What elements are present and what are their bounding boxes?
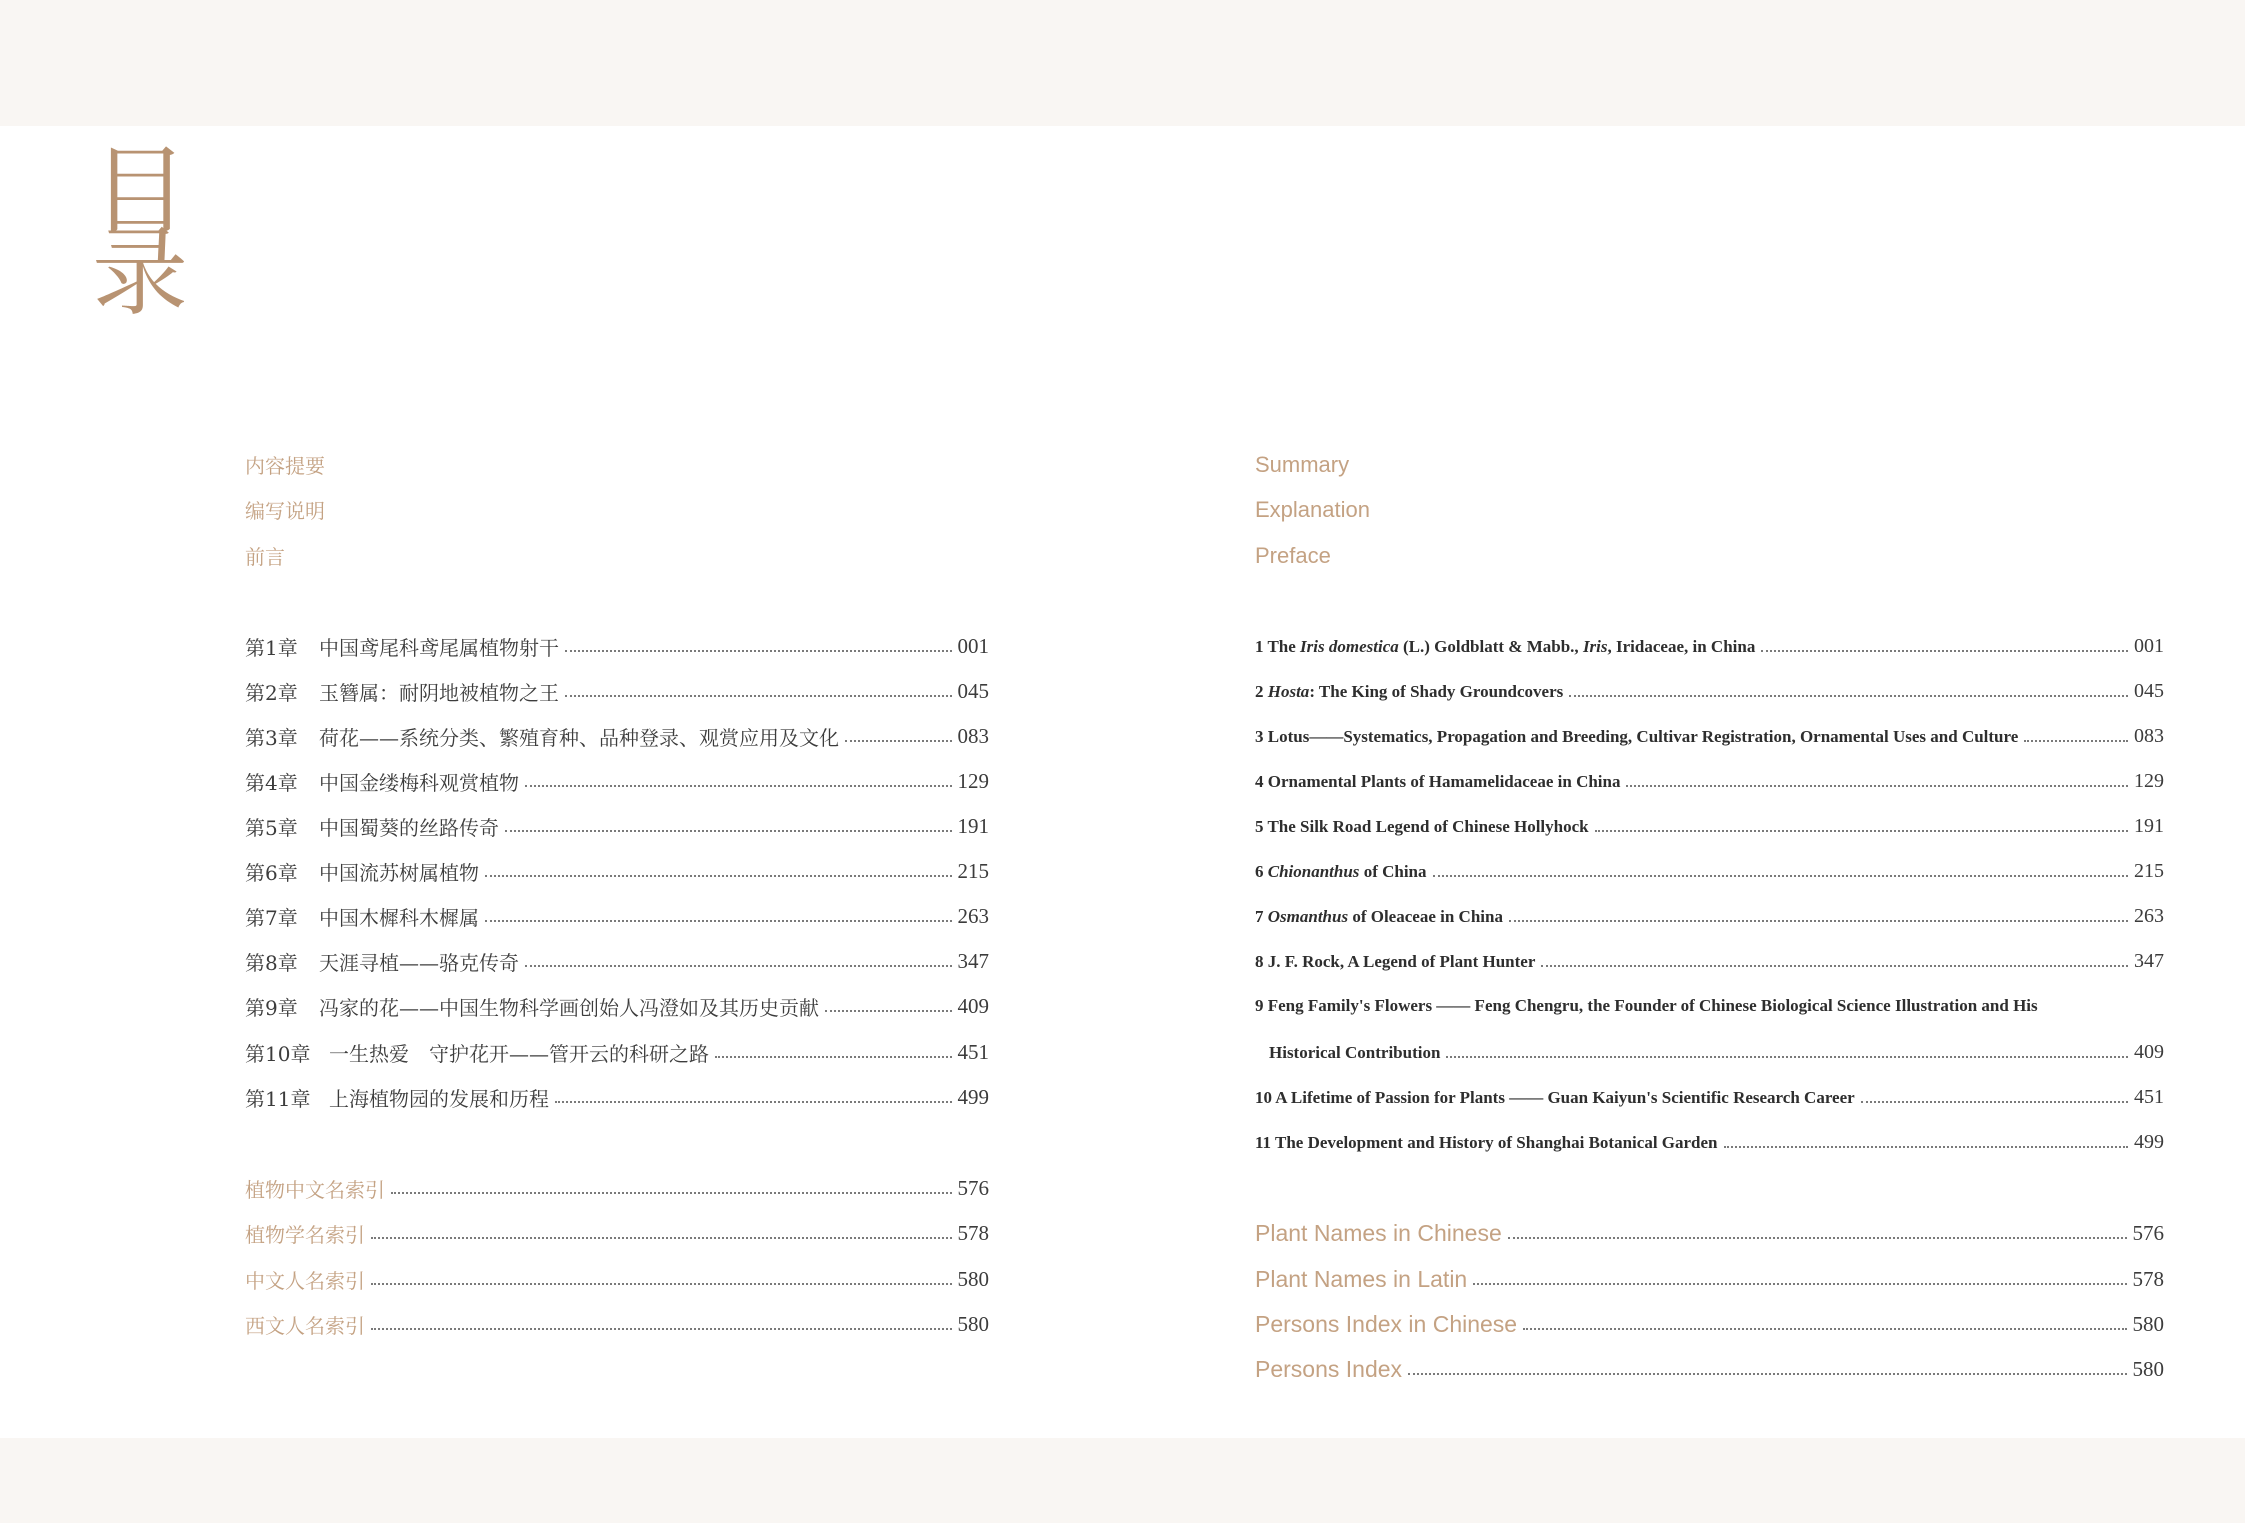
chapter-number: 第8章 [245, 951, 298, 975]
dot-leader [485, 875, 952, 877]
toc-entry-cn-11[interactable] [245, 1075, 989, 1120]
page-number: 001 [957, 634, 989, 658]
page-number: 215 [2134, 860, 2164, 882]
chapter-title: 中国金缕梅科观赏植物 [319, 771, 519, 795]
toc-entry-en-9-line1[interactable] [1255, 983, 2164, 1028]
page-number: 409 [2134, 1041, 2164, 1063]
dot-leader [565, 650, 952, 652]
page-number: 045 [957, 679, 989, 703]
dot-leader [845, 740, 952, 742]
toc-entry-cn-2[interactable] [245, 669, 989, 714]
toc-entry-en-8[interactable] [1255, 939, 2164, 984]
page-number: 083 [2134, 725, 2164, 747]
toc-index-cn-3[interactable] [245, 1257, 989, 1302]
chapter-title: 1 The Iris domestica (L.) Goldblatt & Mabb., Iris, Iridaceae, in China [1255, 636, 1756, 656]
page-number: 263 [2134, 905, 2164, 927]
chapter-number: 第4章 [245, 771, 298, 795]
toc-link-explanation[interactable]: Explanation [1255, 496, 1370, 522]
dot-leader [371, 1283, 952, 1285]
dot-leader [525, 965, 952, 967]
chapter-title: 中国流苏树属植物 [319, 861, 479, 885]
page-number: 409 [957, 994, 989, 1018]
index-title: 植物学名索引 [245, 1223, 365, 1247]
index-title: 西文人名索引 [245, 1314, 365, 1338]
toc-link-summary-cn[interactable]: 内容提要 [245, 454, 325, 478]
chapter-title: 中国鸢尾科鸢尾属植物射干 [319, 636, 559, 660]
chapter-title: 天涯寻植——骆克传奇 [319, 951, 519, 975]
page-number: 129 [2134, 770, 2164, 792]
dot-leader [1861, 1101, 2128, 1103]
chapter-title: 9 Feng Family's Flowers —— Feng Chengru, the Founder of Chinese Biological Science Illustration and His [1255, 995, 2038, 1015]
dot-leader [555, 1101, 952, 1103]
toc-link-summary[interactable]: Summary [1255, 451, 1350, 477]
toc-entry-cn-8[interactable] [245, 939, 989, 984]
page-number: 499 [2134, 1131, 2164, 1153]
title-char-2: 录 [92, 217, 188, 329]
page-number: 580 [957, 1267, 989, 1291]
toc-entry-en-9-line2[interactable] [1255, 1030, 2164, 1075]
toc-entry-en-1[interactable] [1255, 624, 2164, 669]
toc-index-en-4[interactable] [1255, 1347, 2164, 1392]
toc-entry-en-6[interactable] [1255, 849, 2164, 894]
page-title [92, 135, 212, 329]
toc-entry-en-5[interactable] [1255, 804, 2164, 849]
page-number: 191 [957, 814, 989, 838]
toc-entry-cn-7[interactable] [245, 894, 989, 939]
dot-leader [1473, 1283, 2126, 1285]
dot-leader [371, 1328, 952, 1330]
chapter-title: 8 J. F. Rock, A Legend of Plant Hunter [1255, 951, 1536, 971]
dot-leader [1508, 1237, 2127, 1239]
toc-entry-cn-6[interactable] [245, 849, 989, 894]
toc-entry-en-10[interactable] [1255, 1075, 2164, 1120]
dot-leader [1761, 650, 2128, 652]
chapter-number: 第5章 [245, 816, 298, 840]
dot-leader [825, 1010, 952, 1012]
dot-leader [1408, 1373, 2126, 1375]
chapter-title: 7 Osmanthus of Oleaceae in China [1255, 906, 1503, 926]
toc-index-cn-2[interactable] [245, 1211, 989, 1256]
toc-index-en-3[interactable] [1255, 1302, 2164, 1347]
toc-entry-en-3[interactable] [1255, 714, 2164, 759]
page-number: 215 [957, 859, 989, 883]
toc-entry-en-7[interactable] [1255, 894, 2164, 939]
page-number: 580 [2132, 1357, 2164, 1381]
dot-leader [1523, 1328, 2126, 1330]
toc-index-cn-1[interactable] [245, 1166, 989, 1211]
chapter-title: 10 A Lifetime of Passion for Plants —— Guan Kaiyun's Scientific Research Career [1255, 1087, 1855, 1107]
page-number: 576 [2132, 1221, 2164, 1245]
chapter-number: 第3章 [245, 726, 298, 750]
chapter-title: 2 Hosta: The King of Shady Groundcovers [1255, 681, 1564, 701]
chapter-number: 第9章 [245, 996, 298, 1020]
dot-leader [371, 1237, 952, 1239]
dot-leader [1446, 1056, 2128, 1058]
toc-entry-en-4[interactable] [1255, 759, 2164, 804]
chapter-title: 4 Ornamental Plants of Hamamelidaceae in China [1255, 771, 1621, 791]
toc-entry-cn-4[interactable] [245, 759, 989, 804]
chapter-title: 11 The Development and History of Shanghai Botanical Garden [1255, 1132, 1718, 1152]
page-number: 499 [957, 1085, 989, 1109]
chapter-number: 第2章 [245, 681, 298, 705]
index-title: 中文人名索引 [245, 1269, 365, 1293]
index-title: Persons Index [1255, 1356, 1403, 1382]
page-number: 578 [957, 1221, 989, 1245]
chapter-title: 中国蜀葵的丝路传奇 [319, 816, 499, 840]
toc-entry-cn-9[interactable] [245, 984, 989, 1029]
page-number: 191 [2134, 815, 2164, 837]
toc-link-explanation-cn[interactable]: 编写说明 [245, 499, 325, 523]
chapter-number: 第10章 [245, 1042, 311, 1066]
page-number: 045 [2134, 680, 2164, 702]
page-number: 578 [2132, 1267, 2164, 1291]
dot-leader [505, 830, 952, 832]
chapter-title: 冯家的花——中国生物科学画创始人冯澄如及其历史贡献 [319, 996, 819, 1020]
index-title: 植物中文名索引 [245, 1178, 385, 1202]
toc-entry-cn-5[interactable] [245, 804, 989, 849]
title-char-1: 目 [92, 135, 188, 247]
chapter-title: 玉簪属：耐阴地被植物之王 [319, 681, 559, 705]
page-number: 580 [2132, 1312, 2164, 1336]
toc-entry-en-2[interactable] [1255, 669, 2164, 714]
toc-entry-en-11[interactable] [1255, 1120, 2164, 1165]
page-number: 451 [957, 1040, 989, 1064]
index-title: Plant Names in Latin [1255, 1266, 1468, 1292]
chapter-title-continued: Historical Contribution [1269, 1042, 1441, 1062]
chapter-title: 3 Lotus——Systematics, Propagation and Breeding, Cultivar Registration, Ornamental Uses and Culture [1255, 726, 2019, 746]
chapter-number: 第6章 [245, 861, 298, 885]
chapter-title: 5 The Silk Road Legend of Chinese Hollyhock [1255, 816, 1589, 836]
toc-index-cn-4[interactable] [245, 1302, 989, 1347]
page-number: 347 [957, 949, 989, 973]
toc-index-en-2[interactable] [1255, 1257, 2164, 1302]
dot-leader [1626, 785, 2128, 787]
dot-leader [1433, 875, 2128, 877]
page-number: 347 [2134, 950, 2164, 972]
dot-leader [715, 1056, 952, 1058]
chapter-number: 第11章 [245, 1087, 311, 1111]
dot-leader [525, 785, 952, 787]
toc-entry-cn-1[interactable] [245, 624, 989, 669]
chapter-number: 第1章 [245, 636, 298, 660]
dot-leader [2024, 740, 2128, 742]
toc-link-preface[interactable]: Preface [1255, 542, 1331, 568]
chapter-title: 上海植物园的发展和历程 [329, 1087, 549, 1111]
dot-leader [1724, 1146, 2128, 1148]
dot-leader [1595, 830, 2128, 832]
toc-entry-cn-3[interactable] [245, 714, 989, 759]
toc-link-preface-cn[interactable]: 前言 [245, 545, 285, 569]
chapter-title: 中国木樨科木樨属 [319, 906, 479, 930]
page-number: 576 [957, 1176, 989, 1200]
page-number: 001 [2134, 635, 2164, 657]
dot-leader [485, 920, 952, 922]
index-title: Persons Index in Chinese [1255, 1311, 1518, 1337]
dot-leader [1541, 965, 2128, 967]
page-number: 129 [957, 769, 989, 793]
chapter-number: 第7章 [245, 906, 298, 930]
toc-entry-cn-10[interactable] [245, 1030, 989, 1075]
chapter-title: 一生热爱 守护花开——管开云的科研之路 [329, 1042, 709, 1066]
dot-leader [565, 695, 952, 697]
dot-leader [391, 1192, 952, 1194]
page-number: 083 [957, 724, 989, 748]
chapter-title: 荷花——系统分类、繁殖育种、品种登录、观赏应用及文化 [319, 726, 839, 750]
toc-index-en-1[interactable] [1255, 1211, 2164, 1256]
dot-leader [1569, 695, 2128, 697]
page-number: 580 [957, 1312, 989, 1336]
chapter-title: 6 Chionanthus of China [1255, 861, 1427, 881]
index-title: Plant Names in Chinese [1255, 1220, 1502, 1246]
dot-leader [1509, 920, 2128, 922]
page-number: 263 [957, 904, 989, 928]
page-number: 451 [2134, 1086, 2164, 1108]
